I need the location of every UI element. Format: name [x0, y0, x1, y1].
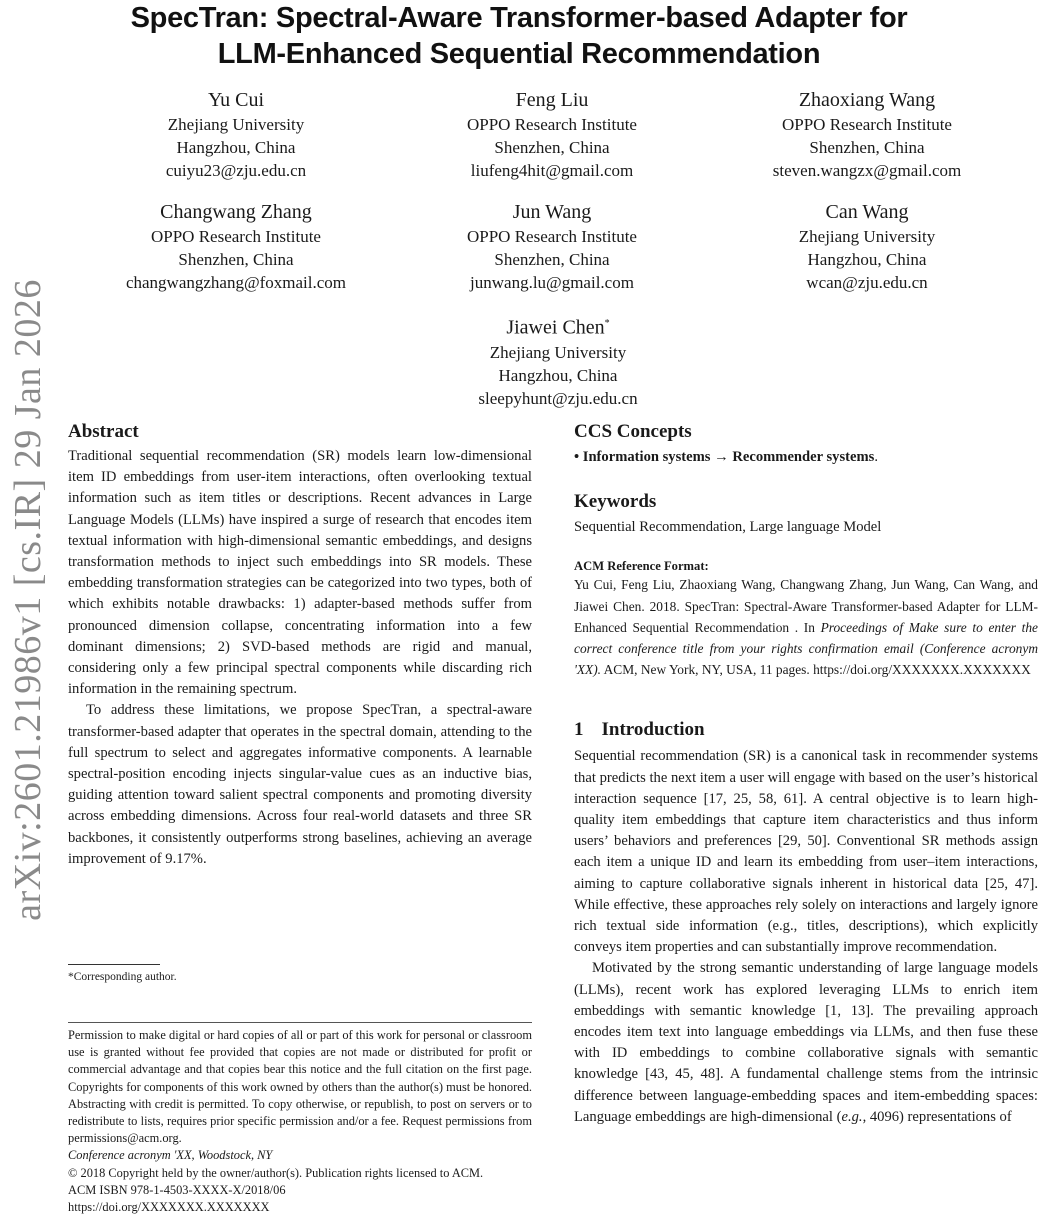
author-email[interactable]: steven.wangzx@gmail.com	[772, 161, 962, 180]
arxiv-stamp-text: arXiv:2601.21986v1 [cs.IR] 29 Jan 2026	[7, 279, 50, 921]
left-column	[68, 420, 532, 870]
isbn-line: ACM ISBN 978-1-4503-XXXX-X/2018/06	[68, 1182, 286, 1197]
author-location: Hangzhou, China	[176, 138, 296, 157]
title-line-1: SpecTran: Spectral-Aware Transformer-based Adapter for	[130, 2, 908, 34]
intro-paragraph: Sequential recommendation (SR) is a canonical task in recommender systems that predicts the next item a user will engage with based on the user’s historical interaction sequence [17, 25, 58, 61]. A central objective is to learn high-quality item embeddings that capture item characteristics and thus inform users’ behaviors and preferences [29, 50]. Conventional SR methods assign each item a unique ID and learn its embedding from user–item interactions, aiming to capture collaborative signals inherent in historical data [25, 47]. While effective, these approaches rely solely on interactions and largely ignore rich textual side information (e.g., titles, descriptions), which explicitly conveys item properties and can substantially improve recommendation.	[574, 748, 1038, 956]
author-location: Shenzhen, China	[494, 250, 610, 269]
footnote-area	[68, 964, 532, 986]
abstract-paragraph: Traditional sequential recommendation (SR) models learn low-dimensional item ID embeddings from user-item interactions, often overlooking textual information such as item titles or descriptions. Recent advances in Large Language Models (LLMs) have inspired a surge of research that encodes item textual information with high-dimensional semantic embeddings, and designs transformation methods to inject such embeddings into SR models. These embedding transformation strategies can be categorized into two types, both of which exhibits notable drawbacks: 1) adapter-based methods suffer from pronounced dimension collapse, concentrating information into a few dominant dimensions; 2) SVD-based methods are rigid and manual, considering only a few principal spectral components while discarding rich information in the remaining spectrum.	[68, 448, 532, 698]
acm-reference-heading: ACM Reference Format:	[574, 559, 709, 574]
author-block	[86, 199, 386, 294]
author-location: Shenzhen, China	[178, 250, 294, 269]
author-name	[408, 311, 708, 341]
permission-text: Permission to make digital or hard copies of all or part of this work for personal or classroom use is granted without fee provided that copies are not made or distributed for profit or commercial advantage and that copies bear this notice and the full citation on the first page. Copyrights for components of this work owned by others than the author(s) must be honored. Abstracting with credit is permitted. To copy otherwise, or republish, to post on servers or to redistribute to lists, requires prior specific permission and/or a fee. Request permissions from permissions@acm.org.	[68, 1028, 532, 1146]
bullet: •	[574, 449, 580, 465]
author-block	[717, 199, 1017, 294]
author-name-text: Jiawei Chen	[506, 316, 605, 339]
ccs-concept	[574, 447, 1038, 468]
author-name: Changwang Zhang	[160, 201, 312, 223]
author-email[interactable]: liufeng4hit@gmail.com	[470, 161, 634, 180]
author-block	[408, 311, 708, 410]
introduction-heading	[574, 718, 1038, 742]
author-block	[86, 87, 386, 182]
author-affiliation: Zhejiang University	[167, 115, 305, 134]
author-name: Can Wang	[825, 201, 909, 223]
intro-text-italic: e.g.	[841, 1108, 863, 1125]
permission-rule	[68, 1022, 532, 1023]
paper-title	[0, 0, 1038, 72]
author-location: Shenzhen, China	[809, 138, 925, 157]
permission-block	[68, 1022, 532, 1216]
keywords-heading: Keywords	[574, 491, 657, 513]
author-location: Hangzhou, China	[807, 250, 927, 269]
acm-ref-part: ACM, New York, NY, USA, 11 pages. https://doi.org/XXXXXXX.XXXXXXX	[601, 662, 1031, 678]
intro-paragraph	[574, 958, 1038, 1128]
arxiv-stamp	[2, 270, 54, 930]
footnote-rule	[68, 964, 160, 965]
author-affiliation: OPPO Research Institute	[151, 227, 321, 246]
intro-text: Motivated by the strong semantic understanding of large language models (LLMs), recent work has explored leveraging LLMs to enrich item embeddings with semantic knowledge [1, 13]. The prevailing approach encodes item text into language embeddings via LLMs, and then fuse these with ID embeddings to combine collaborative signals with semantic knowledge [43, 45, 48]. A fundamental challenge stems from the intrinsic difference between language-embedding spaces and item-embedding spaces: Language embeddings are high-dimensional (	[574, 960, 1038, 1125]
acm-ref-italic: Proceedings of Make sure to enter the correct conference title from your rights confirmation email (Conference acronym 'XX).	[574, 619, 1038, 678]
author-name: Jun Wang	[512, 201, 592, 223]
section-number: 1	[574, 719, 584, 741]
author-email[interactable]: cuiyu23@zju.edu.cn	[165, 161, 307, 180]
author-name: Zhaoxiang Wang	[798, 89, 936, 111]
section-title: Introduction	[601, 719, 705, 741]
author-affiliation: Zhejiang University	[489, 342, 627, 362]
author-email[interactable]: junwang.lu@gmail.com	[470, 273, 634, 292]
conference-line: Conference acronym 'XX, Woodstock, NY	[68, 1148, 273, 1163]
right-column	[574, 420, 1038, 1128]
doi-link[interactable]: https://doi.org/XXXXXXX.XXXXXXX	[68, 1200, 270, 1215]
author-location: Shenzhen, China	[494, 138, 610, 157]
author-email[interactable]: changwangzhang@foxmail.com	[125, 273, 347, 292]
author-block	[402, 87, 702, 182]
author-affiliation: OPPO Research Institute	[467, 227, 637, 246]
author-name: Yu Cui	[207, 89, 265, 111]
abstract-heading: Abstract	[68, 421, 139, 442]
author-affiliation: OPPO Research Institute	[782, 115, 952, 134]
author-email[interactable]: wcan@zju.edu.cn	[806, 273, 928, 292]
author-location: Hangzhou, China	[498, 365, 618, 385]
corresponding-marker: *	[604, 318, 610, 329]
footnote-corresponding: *Corresponding author.	[68, 971, 177, 983]
acm-ref-part: Yu Cui, Feng Liu, Zhaoxiang Wang, Changwang Zhang, Jun Wang, Can Wang, and Jiawei Chen. 2018. SpecTran: Spectral-Aware Transformer-based Adapter for LLM-Enhanced Sequential Recommendation . In	[574, 577, 1038, 635]
acm-reference-text	[574, 574, 1038, 680]
ccs-heading: CCS Concepts	[574, 421, 692, 442]
abstract-paragraph: To address these limitations, we propose SpecTran, a spectral-aware transformer-based adapter that operates in the spectral domain, attending to the full spectrum to select and aggregates informative components. A learnable spectral-position encoding injects singular-value cues as an inductive bias, guiding attention toward salient spectral components and promoting diversity across embedding dimensions. Across four real-world datasets and three SR backbones, it consistently outperforms strong baselines, achieving an average improvement of 9.17%.	[68, 702, 532, 867]
ccs-suffix: .	[874, 449, 878, 465]
title-line-2: LLM-Enhanced Sequential Recommendation	[217, 38, 821, 70]
author-email[interactable]: sleepyhunt@zju.edu.cn	[478, 388, 638, 408]
author-block	[402, 199, 702, 294]
author-affiliation: OPPO Research Institute	[467, 115, 637, 134]
author-block	[717, 87, 1017, 182]
intro-text: , 4096) representations of	[862, 1108, 1012, 1125]
copyright-line: © 2018 Copyright held by the owner/author(s). Publication rights licensed to ACM.	[68, 1165, 484, 1180]
keywords-text: Sequential Recommendation, Large language Model	[574, 519, 882, 536]
author-name: Feng Liu	[515, 89, 589, 111]
author-affiliation: Zhejiang University	[798, 227, 936, 246]
ccs-item: Information systems → Recommender systems	[582, 449, 875, 465]
